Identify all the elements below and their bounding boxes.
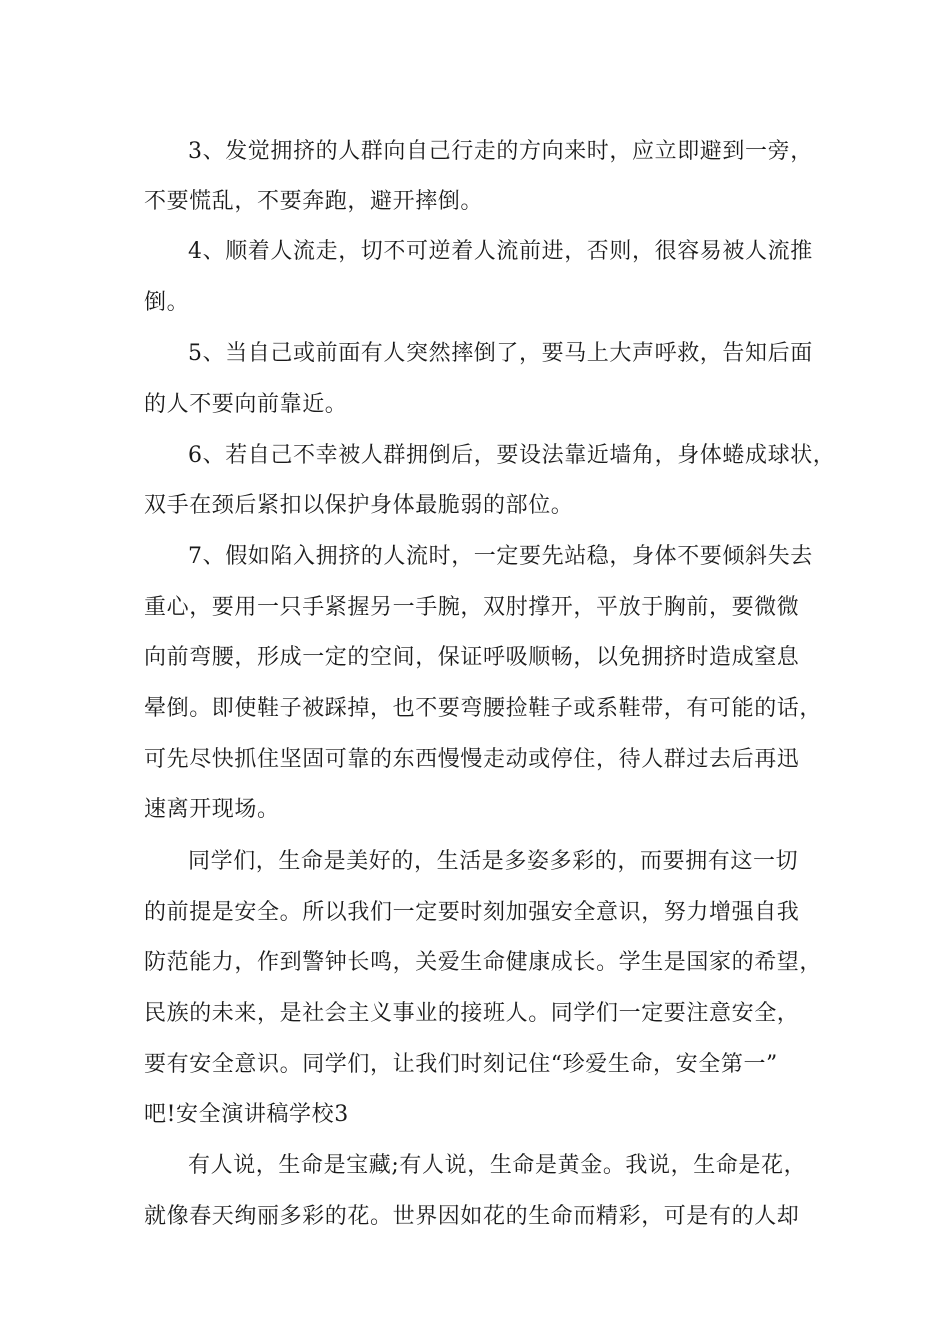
text-line: 的人不要向前靠近。 <box>144 392 348 417</box>
text-line: 的前提是安全。所以我们一定要时刻加强安全意识，努力增强自我 <box>144 900 800 925</box>
text-line: 6、若自己不幸被人群拥倒后，要设法靠近墙角，身体蜷成球状， <box>188 443 836 468</box>
text-line: 双手在颈后紧扣以保护身体最脆弱的部位。 <box>144 493 574 518</box>
text-line: 要有安全意识。同学们，让我们时刻记住“珍爱生命，安全第一” <box>144 1052 778 1077</box>
text-line: 4、顺着人流走，切不可逆着人流前进，否则，很容易被人流推 <box>188 239 813 264</box>
text-line: 7、假如陷入拥挤的人流时，一定要先站稳，身体不要倾斜失去 <box>188 544 813 569</box>
text-line: 5、当自己或前面有人突然摔倒了，要马上大声呼救，告知后面 <box>188 341 813 366</box>
text-line: 向前弯腰，形成一定的空间，保证呼吸顺畅，以免拥挤时造成窒息 <box>144 645 800 670</box>
text-line: 有人说，生命是宝藏;有人说，生命是黄金。我说，生命是花， <box>188 1153 807 1178</box>
text-line: 吧!安全演讲稿学校3 <box>144 1102 349 1127</box>
text-line: 就像春天绚丽多彩的花。世界因如花的生命而精彩，可是有的人却 <box>144 1204 800 1229</box>
text-line: 防范能力，作到警钟长鸣，关爱生命健康成长。学生是国家的希望， <box>144 950 823 975</box>
text-line: 同学们，生命是美好的，生活是多姿多彩的，而要拥有这一切 <box>188 849 799 874</box>
text-line: 重心，要用一只手紧握另一手腕，双肘撑开，平放于胸前，要微微 <box>144 595 800 620</box>
text-line: 可先尽快抓住坚固可靠的东西慢慢走动或停住，待人群过去后再迅 <box>144 747 800 772</box>
text-line: 倒。 <box>144 290 190 315</box>
text-line: 不要慌乱，不要奔跑，避开摔倒。 <box>144 189 484 214</box>
text-line: 晕倒。即使鞋子被踩掉，也不要弯腰捡鞋子或系鞋带，有可能的话， <box>144 696 823 721</box>
text-line: 民族的未来，是社会主义事业的接班人。同学们一定要注意安全， <box>144 1001 800 1026</box>
text-line: 速离开现场。 <box>144 797 280 822</box>
text-line: 3、发觉拥挤的人群向自己行走的方向来时，应立即避到一旁， <box>188 139 813 164</box>
